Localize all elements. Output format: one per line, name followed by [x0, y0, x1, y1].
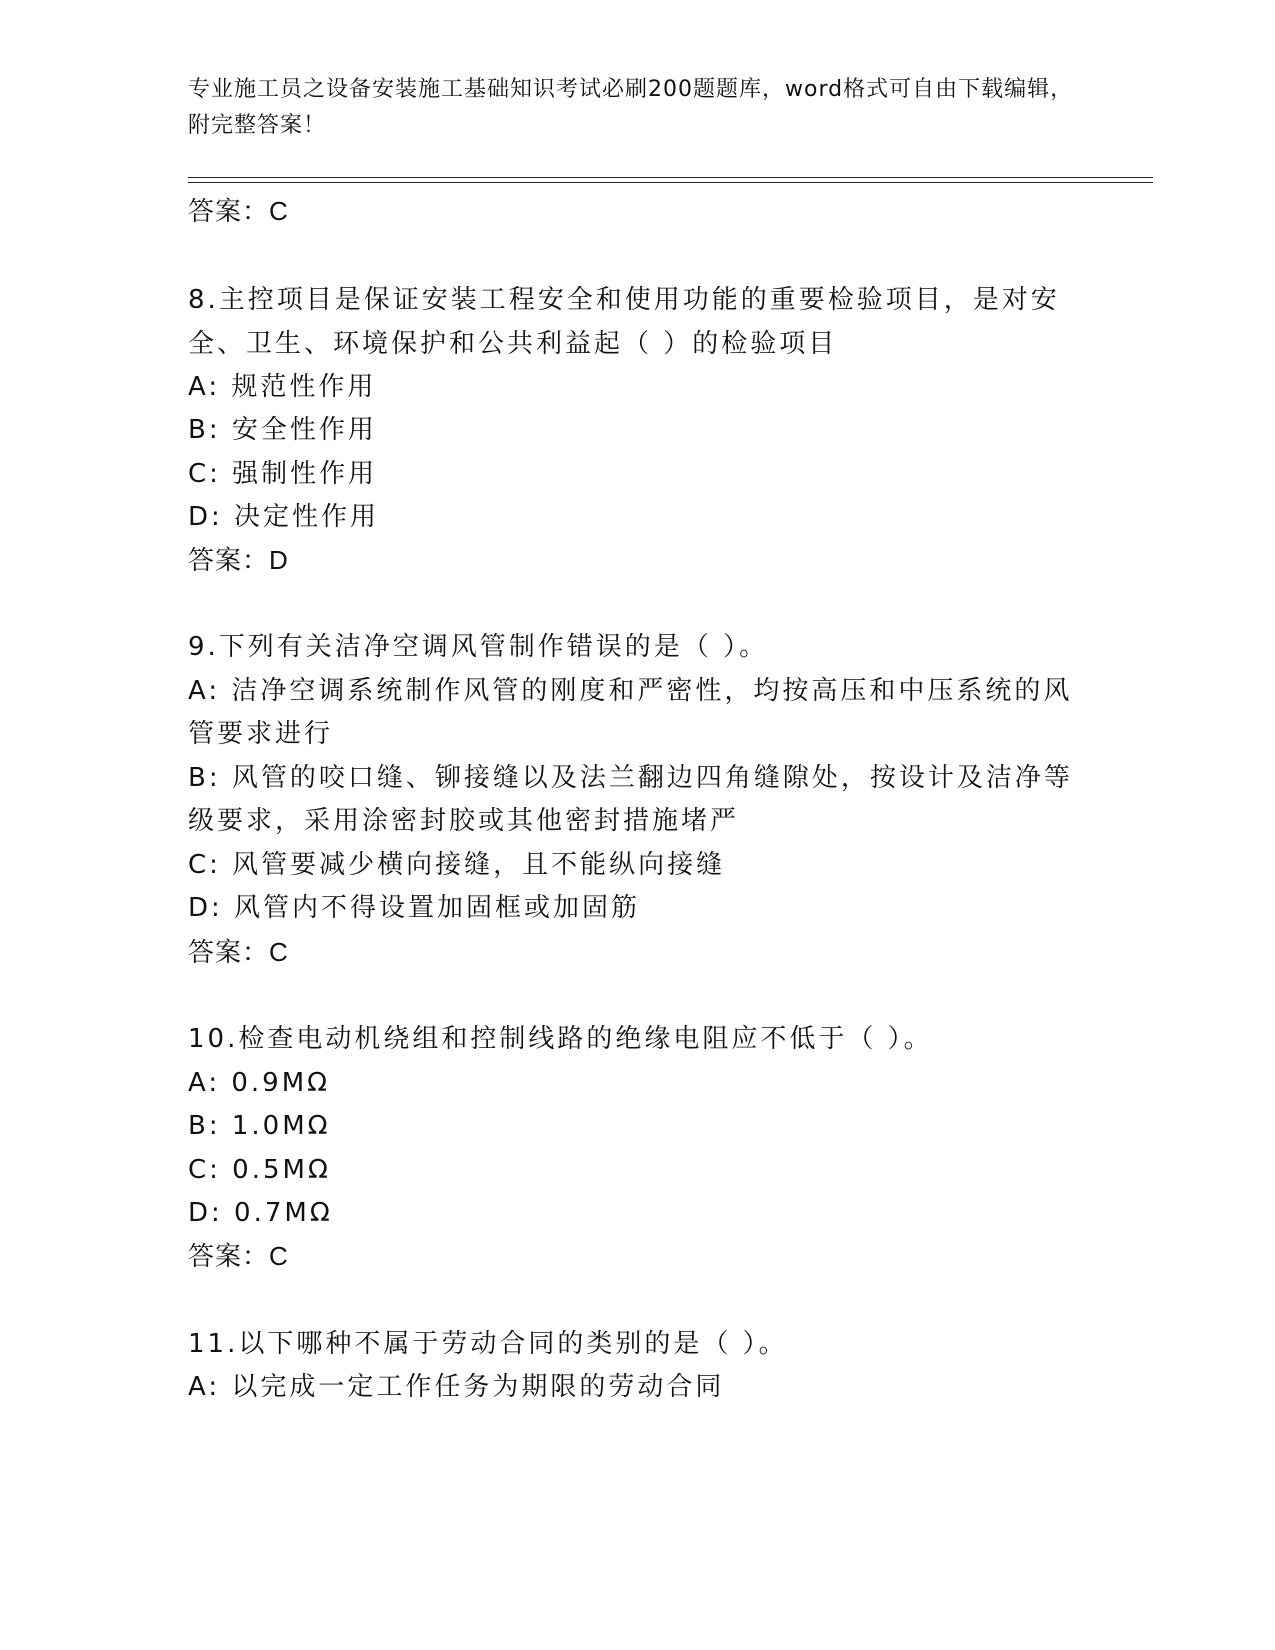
answer-q10: 答案：C — [188, 1241, 289, 1271]
question-8-text-cont: 全、卫生、环境保护和公共利益起（ ）的检验项目 — [188, 329, 838, 359]
question-8-option-a: A: 规范性作用 — [188, 372, 377, 402]
question-8-option-b: B: 安全性作用 — [188, 415, 377, 445]
question-11-option-a: A: 以完成一定工作任务为期限的劳动合同 — [188, 1372, 725, 1402]
question-9-option-a-cont: 管要求进行 — [188, 719, 334, 749]
question-9-option-a: A: 洁净空调系统制作风管的刚度和严密性，均按高压和中压系统的风 — [188, 676, 1073, 706]
header-divider-top — [188, 177, 1153, 178]
document-header: 专业施工员之设备安装施工基础知识考试必刷200题题库，word格式可自由下载编辑，附完整答案！ — [188, 77, 1074, 138]
question-9-text: 9.下列有关洁净空调风管制作错误的是（ ）。 — [188, 632, 769, 662]
answer-q7: 答案：C — [188, 196, 289, 226]
answer-q8: 答案：D — [188, 545, 289, 575]
question-10-text: 10.检查电动机绕组和控制线路的绝缘电阻应不低于（ ）。 — [188, 1024, 933, 1054]
question-8-text: 8.主控项目是保证安装工程安全和使用功能的重要检验项目，是对安 — [188, 285, 1060, 315]
question-11-text: 11.以下哪种不属于劳动合同的类别的是（ ）。 — [188, 1329, 788, 1359]
question-9-option-b: B: 风管的咬口缝、铆接缝以及法兰翻边四角缝隙处，按设计及洁净等 — [188, 763, 1073, 793]
question-9-option-d: D: 风管内不得设置加固框或加固筋 — [188, 893, 641, 923]
question-9-option-b-cont: 级要求，采用涂密封胶或其他密封措施堵严 — [188, 806, 740, 836]
question-8-option-c: C: 强制性作用 — [188, 459, 378, 489]
header-divider-bottom — [188, 182, 1153, 183]
question-8-option-d: D: 决定性作用 — [188, 502, 380, 532]
question-10-option-a: A: 0.9MΩ — [188, 1068, 331, 1098]
question-9-option-c: C: 风管要减少横向接缝，且不能纵向接缝 — [188, 850, 726, 880]
question-10-option-d: D: 0.7MΩ — [188, 1198, 333, 1228]
answer-q9: 答案：C — [188, 937, 289, 967]
question-10-option-c: C: 0.5MΩ — [188, 1155, 331, 1185]
question-10-option-b: B: 1.0MΩ — [188, 1111, 331, 1141]
